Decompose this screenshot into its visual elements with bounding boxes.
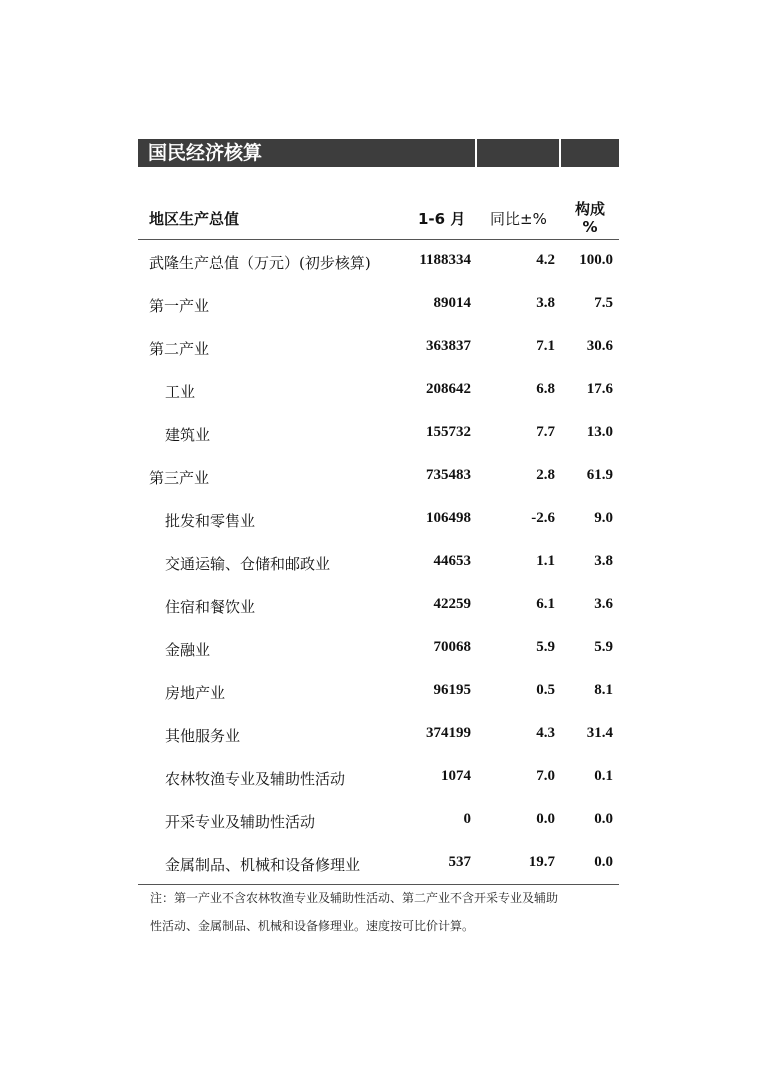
row-value: 208642 [426, 381, 471, 397]
row-label: 住宿和餐饮业 [165, 598, 256, 616]
table-row [0, 842, 757, 885]
row-yoy: 6.1 [536, 596, 555, 612]
row-label: 武隆生产总值（万元）(初步核算) [149, 254, 371, 272]
table-row [0, 412, 757, 455]
table-row [0, 584, 757, 627]
row-label: 农林牧渔专业及辅助性活动 [165, 770, 346, 788]
table-row [0, 541, 757, 584]
row-yoy: 2.8 [536, 467, 555, 483]
row-composition: 0.0 [594, 854, 613, 870]
row-yoy: -2.6 [531, 510, 555, 526]
row-value: 155732 [426, 424, 471, 440]
row-label: 金属制品、机械和设备修理业 [165, 856, 361, 874]
row-composition: 8.1 [594, 682, 613, 698]
row-yoy: 0.0 [536, 811, 555, 827]
row-composition: 31.4 [586, 725, 613, 741]
row-composition: 61.9 [586, 467, 613, 483]
row-value: 363837 [426, 338, 471, 354]
row-label: 其他服务业 [165, 727, 241, 745]
banner-top-line [401, 138, 619, 139]
section-banner [138, 139, 619, 167]
row-label: 工业 [165, 383, 196, 401]
row-label: 批发和零售业 [165, 512, 256, 530]
row-yoy: 1.1 [536, 553, 555, 569]
table-row [0, 756, 757, 799]
table-row [0, 326, 757, 369]
row-composition: 30.6 [586, 338, 613, 354]
table-row [0, 670, 757, 713]
row-label: 第二产业 [149, 340, 210, 358]
table-row [0, 627, 757, 670]
footnote-line1: 注：第一产业不含农林牧渔专业及辅助性活动、第二产业不含开采专业及辅助 [150, 891, 559, 905]
row-value: 1188334 [419, 252, 471, 268]
row-yoy: 7.1 [536, 338, 555, 354]
row-composition: 7.5 [594, 295, 613, 311]
row-label: 第一产业 [149, 297, 210, 315]
table-row [0, 283, 757, 326]
row-label: 第三产业 [149, 469, 210, 487]
row-composition: 100.0 [579, 252, 613, 268]
row-composition: 3.6 [594, 596, 613, 612]
row-composition: 0.1 [594, 768, 613, 784]
row-value: 735483 [426, 467, 471, 483]
row-value: 0 [463, 811, 471, 827]
column-header-composition [562, 200, 618, 236]
footnote-line2: 性活动、金属制品、机械和设备修理业。速度按可比价计算。 [150, 919, 475, 933]
composition-line2: % [582, 218, 598, 236]
row-yoy: 0.5 [536, 682, 555, 698]
table-row [0, 369, 757, 412]
row-yoy: 7.0 [536, 768, 555, 784]
row-composition: 9.0 [594, 510, 613, 526]
row-value: 537 [448, 854, 471, 870]
row-yoy: 4.2 [536, 252, 555, 268]
row-value: 106498 [426, 510, 471, 526]
table-row [0, 240, 757, 283]
row-composition: 3.8 [594, 553, 613, 569]
row-composition: 0.0 [594, 811, 613, 827]
row-yoy: 7.7 [536, 424, 555, 440]
row-yoy: 19.7 [528, 854, 555, 870]
table-row [0, 498, 757, 541]
row-value: 44653 [433, 553, 471, 569]
row-yoy: 5.9 [536, 639, 555, 655]
row-value: 1074 [441, 768, 471, 784]
row-label: 金融业 [165, 641, 211, 659]
column-header-label: 地区生产总值 [149, 210, 240, 228]
banner-divider [559, 139, 561, 167]
banner-divider [475, 139, 477, 167]
table-row [0, 713, 757, 756]
row-value: 70068 [433, 639, 471, 655]
table-row [0, 455, 757, 498]
row-label: 房地产业 [165, 684, 226, 702]
table-row [0, 799, 757, 842]
row-yoy: 6.8 [536, 381, 555, 397]
composition-line1: 构成 [574, 200, 605, 218]
column-header-yoy: 同比±% [490, 210, 547, 228]
row-value: 42259 [433, 596, 471, 612]
section-title: 国民经济核算 [148, 142, 263, 164]
row-yoy: 3.8 [536, 295, 555, 311]
row-value: 96195 [433, 682, 471, 698]
row-label: 建筑业 [165, 426, 211, 444]
row-yoy: 4.3 [536, 725, 555, 741]
row-value: 89014 [433, 295, 471, 311]
row-composition: 17.6 [586, 381, 613, 397]
row-composition: 13.0 [586, 424, 613, 440]
row-label: 交通运输、仓储和邮政业 [165, 555, 331, 573]
column-header-period: 1-6 月 [418, 210, 466, 228]
row-value: 374199 [426, 725, 471, 741]
row-composition: 5.9 [594, 639, 613, 655]
row-label: 开采专业及辅助性活动 [165, 813, 316, 831]
